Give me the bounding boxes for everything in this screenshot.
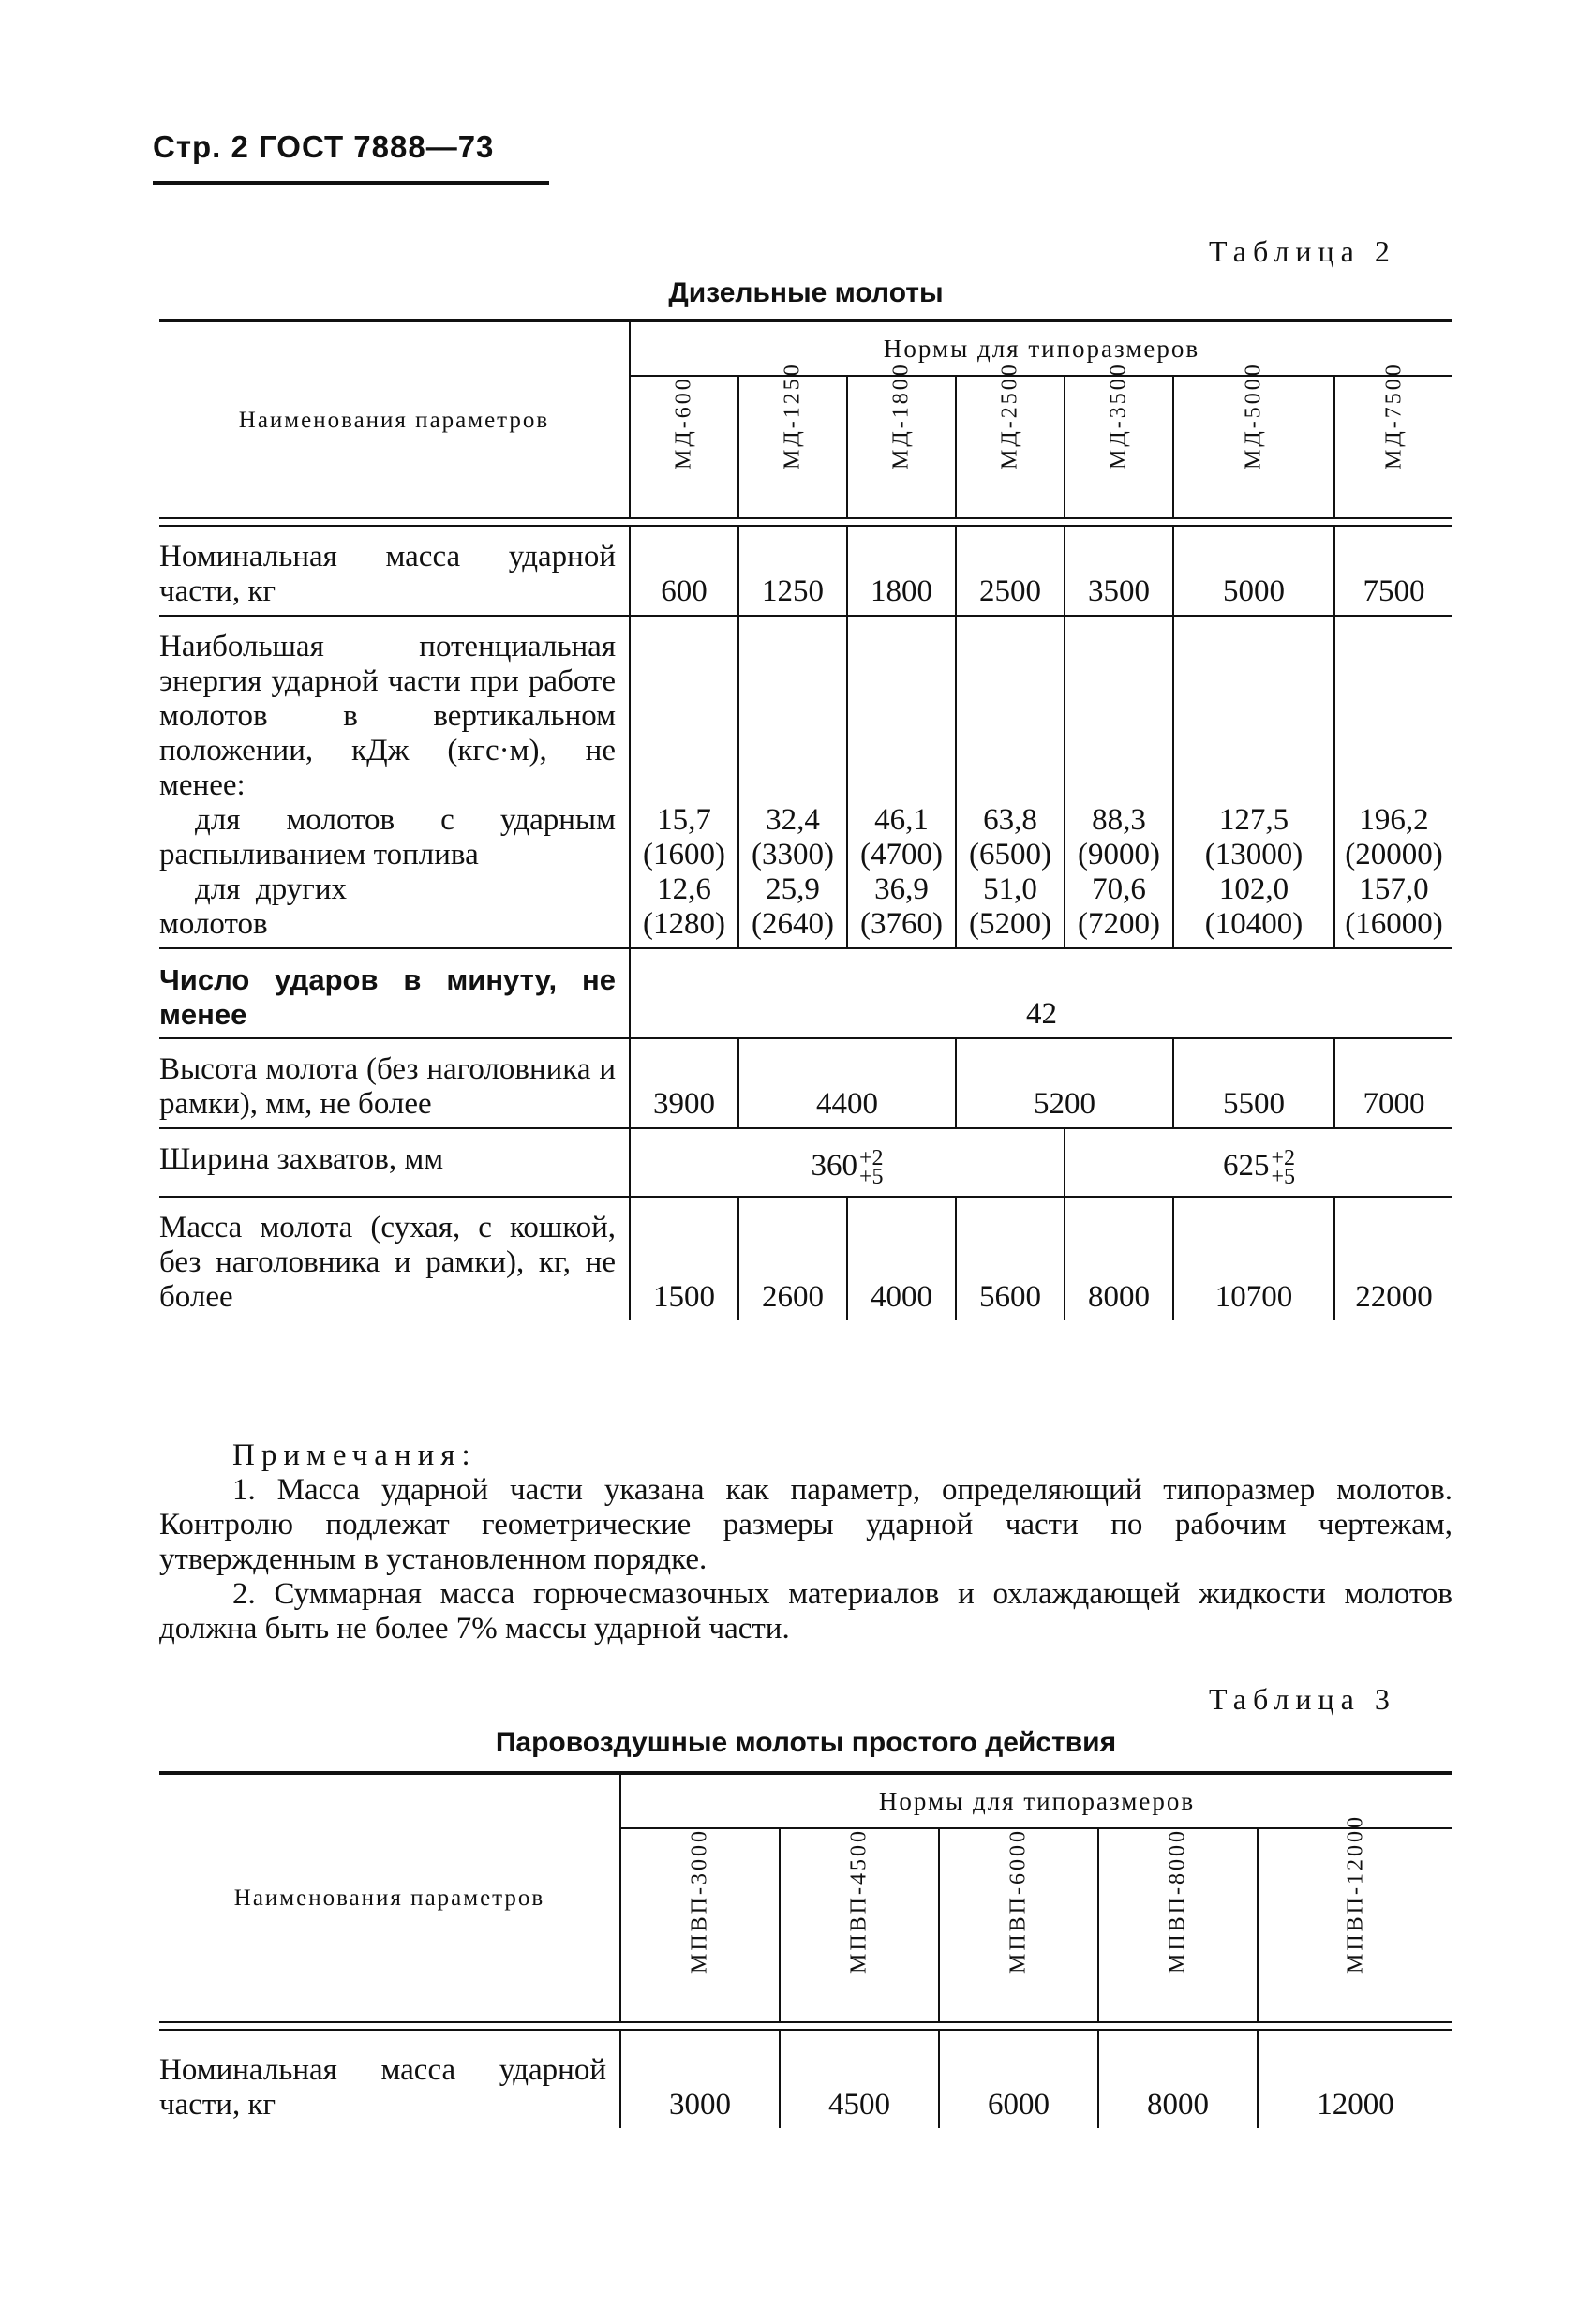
table-row [159,1197,1452,1320]
param-name: Номинальная масса ударной части, кг [159,526,630,616]
header-rule [153,181,549,185]
table-cell: 6000 [939,2030,1098,2128]
param-name: Высота молота (без наголовника и рамки), мм, не более [159,1038,630,1128]
table-cell: 10700 [1173,1197,1334,1320]
norms-header: Нормы для типоразмеров [630,320,1452,376]
param-name: Масса молота (сухая, с кошкой, без наголовника и рамки), кг, не более [159,1211,616,1314]
table-cell: 600 [630,526,738,616]
model-header: МД-1250 [738,376,847,518]
energy-cell: 127,5 (13000) 102,0 (10400) [1173,616,1334,948]
table-cell: 22000 [1334,1197,1452,1320]
table-cell: 5600 [956,1197,1065,1320]
table-cell: 8000 [1098,2030,1258,2128]
table-cell: 5500 [1173,1038,1334,1128]
table2-label: Таблица 2 [1209,234,1396,268]
energy-cell: 88,3 (9000) 70,6 (7200) [1065,616,1173,948]
param-name: Номинальная масса ударной части, кг [159,2053,606,2122]
table-cell: 5000 [1173,526,1334,616]
model-header: МД-7500 [1334,376,1452,518]
param-name [159,616,630,948]
model-header: МПВП-8000 [1098,1828,1258,2022]
table-row [159,1038,1452,1128]
energy-cell: 46,1 (4700) 36,9 (3760) [847,616,956,948]
table-cell: 7500 [1334,526,1452,616]
model-header: МПВП-12000 [1258,1828,1452,2022]
param-header: Наименования параметров [233,1885,545,1911]
table3 [159,1771,1452,2128]
energy-main-label: Наибольшая потенциальная энергия ударной части при работе молотов в вертикальном положении, кДж (кгс·м), не менее: [159,630,616,802]
table-cell: 1500 [630,1197,738,1320]
table-row [159,1128,1452,1197]
table-cell: 3900 [630,1038,738,1128]
model-header: МД-600 [630,376,738,518]
table-cell: 1250 [738,526,847,616]
table-cell: 2600 [738,1197,847,1320]
page-header: Стр. 2 ГОСТ 7888—73 [153,129,495,164]
table3-label: Таблица 3 [1209,1682,1396,1716]
table-cell: 3000 [620,2030,780,2128]
table-cell: 3500 [1065,526,1173,616]
table-cell: 4400 [738,1038,956,1128]
table-cell: 42 [630,948,1452,1038]
table-row [159,2030,1452,2128]
table-row [159,616,1452,948]
note-1: 1. Масса ударной части указана как параметр, определяющий типоразмер молотов. Контролю подлежат геометрические размеры ударной части по рабочим чертежам, утвержденным в установленном порядке. [159,1473,1452,1576]
energy-cell: 63,8 (6500) 51,0 (5200) [956,616,1065,948]
table-cell: 1800 [847,526,956,616]
param-name: Число ударов в минуту, не менее [159,948,630,1038]
table2 [159,319,1452,1320]
table-cell: 5200 [956,1038,1173,1128]
notes-title: Примечания: [232,1438,477,1472]
note-2: 2. Суммарная масса горючесмазочных материалов и охлаждающей жидкости молотов должна быть не более 7% массы ударной части. [159,1577,1452,1646]
energy-sub2-label: для других молотов [159,872,347,941]
table-cell: 2500 [956,526,1065,616]
table-cell: 7000 [1334,1038,1452,1128]
table-cell: 625+2 +5 [1065,1128,1452,1197]
model-header: МПВП-4500 [780,1828,939,2022]
table2-title: Дизельные молоты [668,277,944,308]
energy-cell: 32,4 (3300) 25,9 (2640) [738,616,847,948]
table3-title: Паровоздушные молоты простого действия [495,1727,1117,1758]
table-cell: 8000 [1065,1197,1173,1320]
model-header: МД-5000 [1173,376,1334,518]
energy-sub1-label: для молотов с ударным распыливанием топлива [159,803,616,872]
table-row [159,526,1452,616]
norms-header: Нормы для типоразмеров [620,1773,1452,1828]
table-row [159,948,1452,1038]
table-cell: 4500 [780,2030,939,2128]
model-header: МПВП-6000 [939,1828,1098,2022]
table-cell: 12000 [1258,2030,1452,2128]
param-name: Ширина захватов, мм [159,1128,630,1197]
energy-cell: 196,2 (20000) 157,0 (16000) [1334,616,1452,948]
model-header: МПВП-3000 [620,1828,780,2022]
notes [159,1438,1452,1646]
table-cell: 4000 [847,1197,956,1320]
model-header: МД-2500 [956,376,1065,518]
energy-cell: 15,7 (1600) 12,6 (1280) [630,616,738,948]
model-header: МД-3500 [1065,376,1173,518]
param-header: Наименования параметров [238,407,550,433]
model-header: МД-1800 [847,376,956,518]
table-cell: 360+2 +5 [630,1128,1065,1197]
